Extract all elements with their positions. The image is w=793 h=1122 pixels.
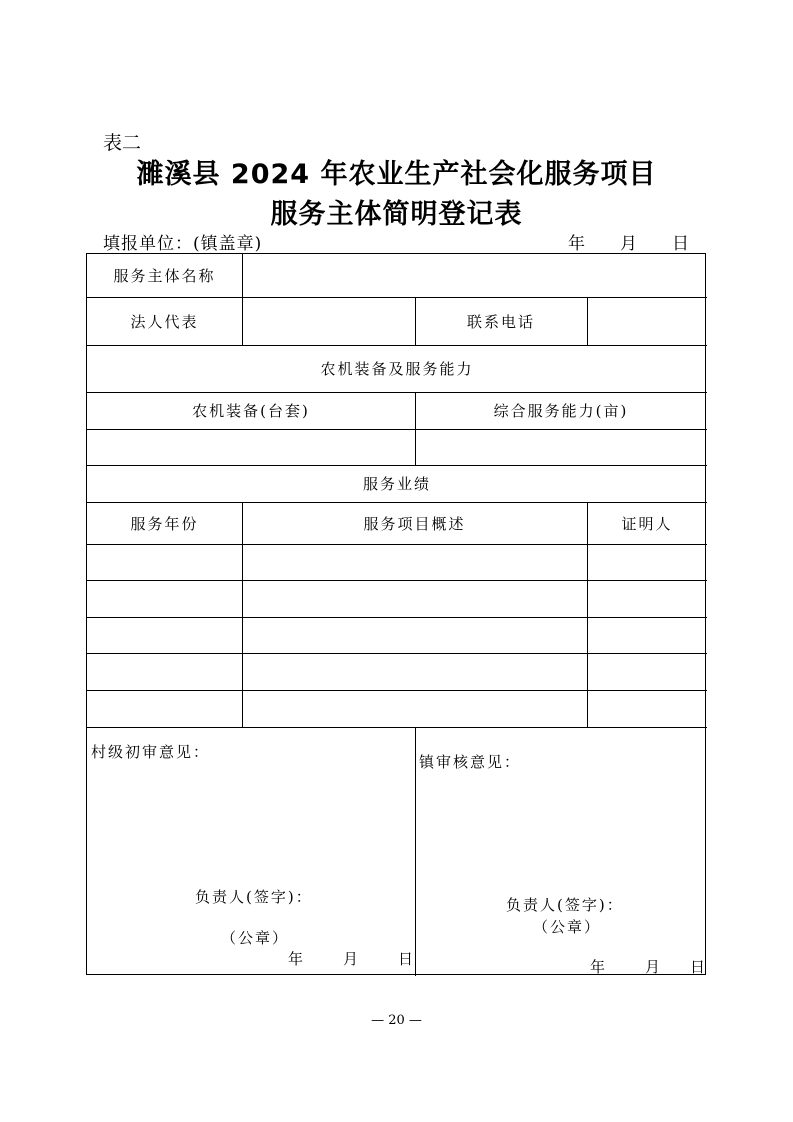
page-number: — 20 — xyxy=(371,1013,422,1028)
town-date-day: 日 xyxy=(690,958,708,976)
legal-rep-field[interactable] xyxy=(242,297,415,345)
machinery-section-header: 农机装备及服务能力 xyxy=(320,360,474,378)
legal-rep-label: 法人代表 xyxy=(130,312,199,331)
phone-label: 联系电话 xyxy=(466,312,535,331)
form-label: 表二 xyxy=(103,132,142,154)
town-date-month: 月 xyxy=(645,958,663,976)
registration-table xyxy=(86,253,706,975)
machinery-field[interactable] xyxy=(87,429,415,465)
town-signer-label: 负责人(签字)： xyxy=(506,896,624,914)
village-opinion-label: 村级初审意见： xyxy=(91,743,211,761)
village-date-day: 日 xyxy=(398,950,416,968)
table-row[interactable] xyxy=(87,690,707,727)
col-service-year: 服务年份 xyxy=(130,514,199,533)
date-month-label: 月 xyxy=(620,234,637,254)
page-subtitle: 服务主体简明登记表 xyxy=(270,199,523,230)
town-opinion-label: 镇审核意见： xyxy=(419,753,522,771)
entity-name-field[interactable] xyxy=(242,254,707,297)
performance-section-header: 服务业绩 xyxy=(362,475,431,493)
page-title: 濉溪县 2024 年农业生产社会化服务项目 xyxy=(136,159,657,190)
machinery-label: 农机装备(台套) xyxy=(192,402,310,420)
phone-field[interactable] xyxy=(587,297,707,345)
table-row[interactable] xyxy=(87,580,707,617)
table-row[interactable] xyxy=(87,617,707,653)
date-day-label: 日 xyxy=(672,234,689,254)
table-row[interactable] xyxy=(87,544,707,580)
capacity-field[interactable] xyxy=(415,429,707,465)
col-service-overview: 服务项目概述 xyxy=(363,514,466,533)
entity-name-label: 服务主体名称 xyxy=(113,267,216,285)
fill-unit-label: 填报单位：(镇盖章) xyxy=(103,234,263,254)
village-seal-label: （公章） xyxy=(221,929,290,947)
capacity-label: 综合服务能力(亩) xyxy=(493,402,629,420)
col-witness: 证明人 xyxy=(621,514,673,533)
date-year-label: 年 xyxy=(568,234,585,254)
village-signer-label: 负责人(签字)： xyxy=(195,888,313,906)
village-date-year: 年 xyxy=(288,950,306,968)
town-seal-label: （公章） xyxy=(533,918,602,936)
village-date-month: 月 xyxy=(343,950,361,968)
table-row[interactable] xyxy=(87,653,707,690)
town-date-year: 年 xyxy=(590,958,608,976)
